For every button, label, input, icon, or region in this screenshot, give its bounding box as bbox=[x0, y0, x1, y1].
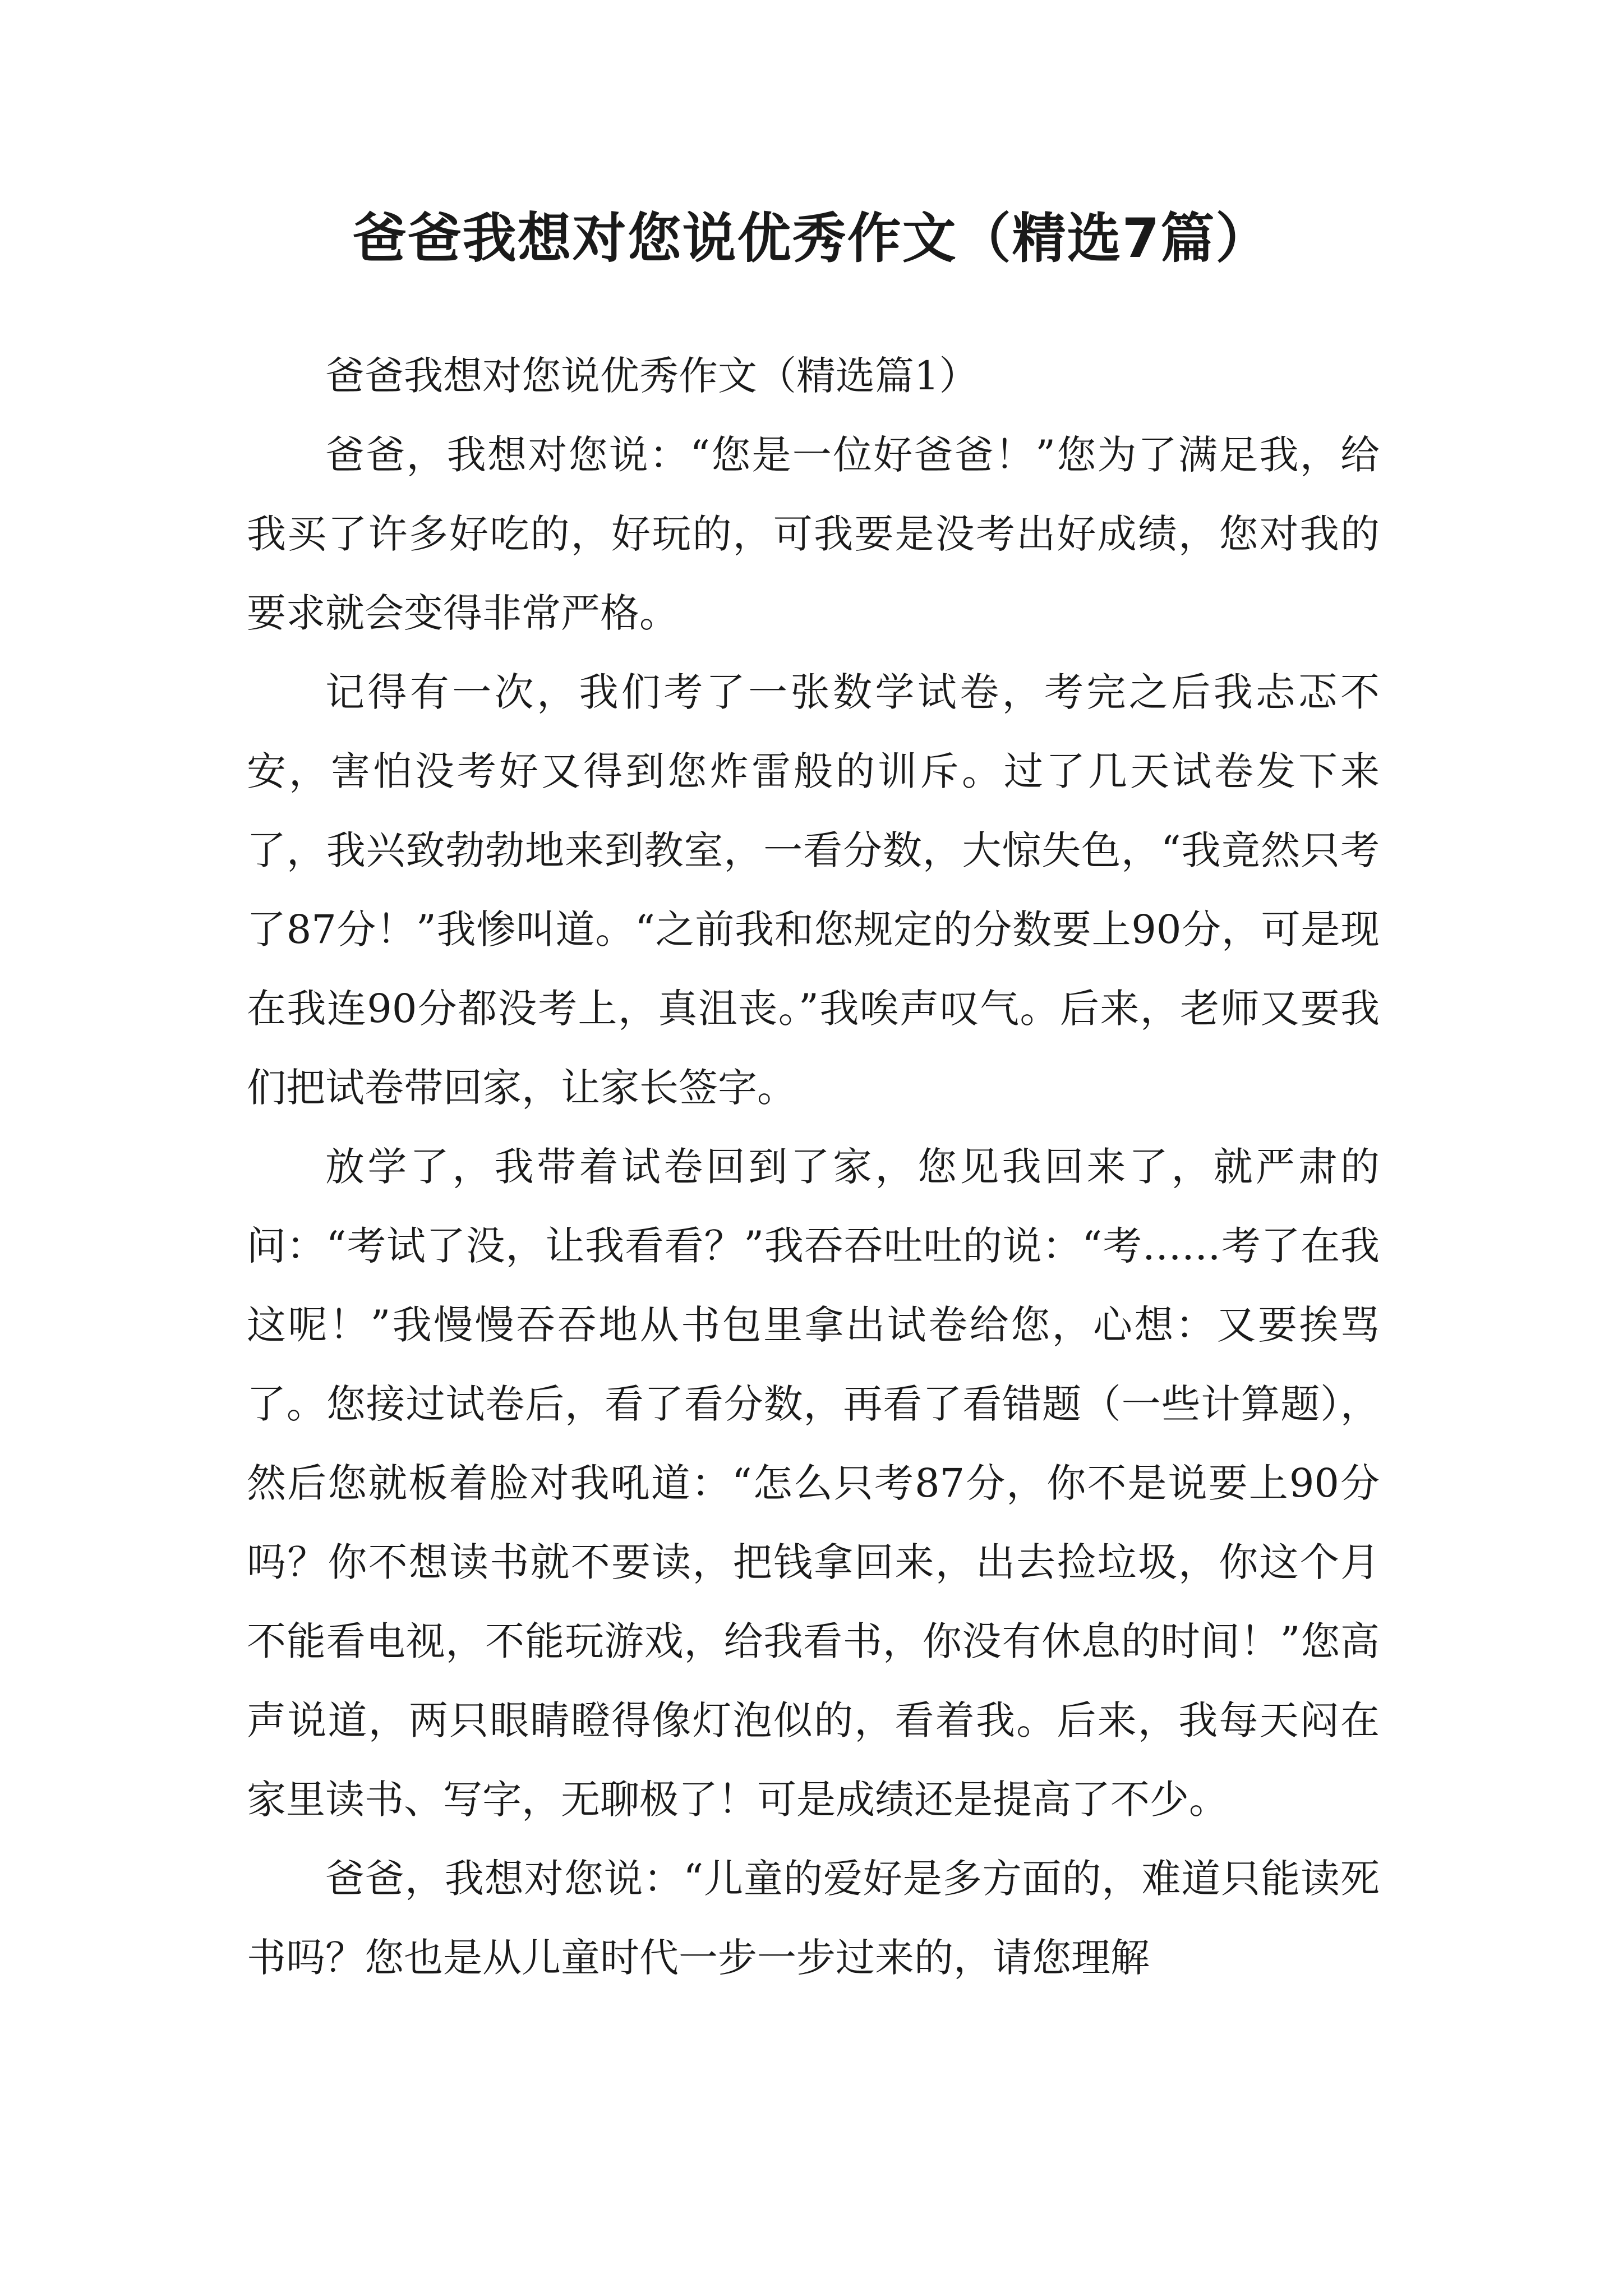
document-body bbox=[247, 337, 1380, 1998]
paragraph: 爸爸，我想对您说：“儿童的爱好是多方面的，难道只能读死书吗？您也是从儿童时代一步一步过来的，请您理解 bbox=[247, 1856, 1380, 1981]
paragraph: 放学了，我带着试卷回到了家，您见我回来了，就严肃的问：“考试了没，让我看看？”我吞吞吐吐的说：“考……考了在我这呢！”我慢慢吞吞地从书包里拿出试卷给您，心想：又要挨骂了。您接过试卷后，看了看分数，再看了看错题（一些计算题），然后您就板着脸对我吼道：“怎么只考87分，你不是说要上90分吗？你不想读书就不要读，把钱拿回来，出去捡垃圾，你这个月不能看电视，不能玩游戏，给我看书，你没有休息的时间！”您高声说道，两只眼睛瞪得像灯泡似的，看着我。后来，我每天闷在家里读书、写字，无聊极了！可是成绩还是提高了不少。 bbox=[247, 1144, 1380, 1823]
paragraph: 记得有一次，我们考了一张数学试卷，考完之后我忐忑不安，害怕没考好又得到您炸雷般的训斥。过了几天试卷发下来了，我兴致勃勃地来到教室，一看分数，大惊失色，“我竟然只考了87分！”我惨叫道。“之前我和您规定的分数要上90分，可是现在我连90分都没考上，真沮丧。”我唉声叹气。后来，老师又要我们把试卷带回家，让家长签字。 bbox=[247, 669, 1380, 1111]
section-heading: 爸爸我想对您说优秀作文（精选篇1） bbox=[325, 353, 979, 399]
document-title: 爸爸我想对您说优秀作文（精选7篇） bbox=[352, 207, 1271, 270]
paragraph: 爸爸，我想对您说：“您是一位好爸爸！”您为了满足我，给我买了许多好吃的，好玩的，可我要是没考出好成绩，您对我的要求就会变得非常严格。 bbox=[247, 432, 1380, 636]
